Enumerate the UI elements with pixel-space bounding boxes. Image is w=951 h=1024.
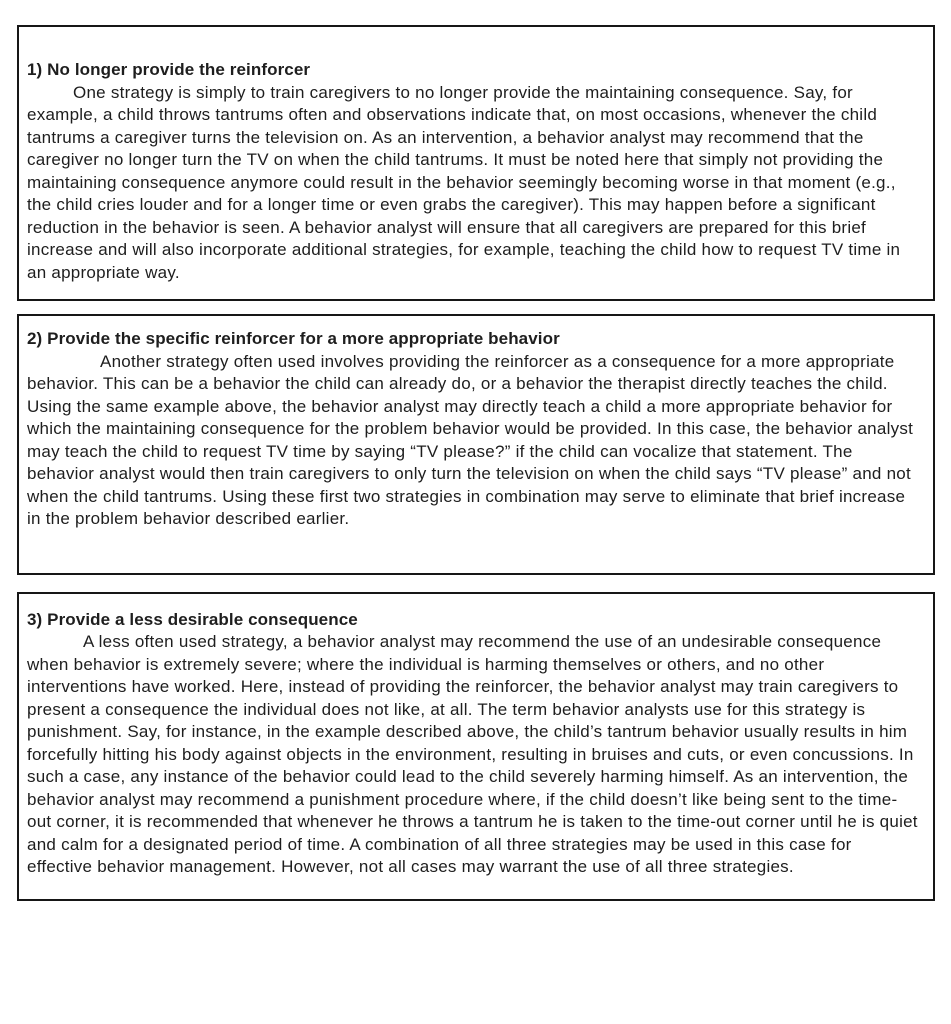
strategy-section-3-content xyxy=(19,594,933,899)
strategy-section-2-content xyxy=(19,316,933,573)
strategy-section-1-content xyxy=(19,27,933,299)
strategy-section-1 xyxy=(17,25,935,301)
strategy-section-3 xyxy=(17,592,935,901)
section-2-heading: 2) Provide the specific reinforcer for a more appropriate behavior xyxy=(27,329,560,348)
section-2-body: Another strategy often used involves providing the reinforcer as a consequence for a more appropriate behavior. This can be a behavior the child can already do, or a behavior the therapist directly teaches the child. Using the same example above, the behavior analyst may directly teach a child a more appropriate behavior for which the maintaining consequence for the problem behavior would be provided. In this case, the behavior analyst may teach the child to request TV time by saying “TV please?” if the child can vocalize that statement. The behavior analyst would then train caregivers to only turn the television on when the child says “TV please” and not when the child tantrums. Using these first two strategies in combination may serve to eliminate that brief increase in the problem behavior described earlier. xyxy=(27,351,914,528)
section-1-body: One strategy is simply to train caregivers to no longer provide the maintaining consequence. Say, for example, a child throws tantrums often and observations indicate that, on most occasions, whenever the child tantrums a caregiver turns the television on. As an intervention, a behavior analyst may recommend that the caregiver no longer turn the TV on when the child tantrums. It must be noted here that simply not providing the maintaining consequence anymore could result in the behavior seemingly becoming worse in that moment (e.g., the child cries louder and for a longer time or even grabs the caregiver). This may happen before a significant reduction in the behavior is seen. A behavior analyst will ensure that all caregivers are prepared for this brief increase and will also incorporate additional strategies, for example, teaching the child how to request TV time in an appropriate way. xyxy=(27,82,901,282)
strategy-section-2 xyxy=(17,314,935,575)
section-3-heading: 3) Provide a less desirable consequence xyxy=(27,609,358,629)
section-3-body: A less often used strategy, a behavior analyst may recommend the use of an undesirable consequence when behavior is extremely severe; where the individual is harming themselves or others, and no other interventions have worked. Here, instead of providing the reinforcer, the behavior analyst may train caregivers to present a consequence the individual does not like, at all. The term behavior analysts use for this strategy is punishment. Say, for instance, in the example described above, the child’s tantrum behavior usually results in him forcefully hitting his body against objects in the environment, resulting in bruises and cuts, or even concussions. In such a case, any instance of the behavior could lead to the child severely harming himself. As an intervention, the behavior analyst may recommend a punishment procedure where, if the child doesn’t like being sent to the time-out corner, it is recommended that whenever he throws a tantrum he is taken to the time-out corner until he is quiet and calm for a designated period of time. A combination of all three strategies may be used in this case for effective behavior management. However, not all cases may warrant the use of all three strategies. xyxy=(27,632,918,876)
section-1-heading: 1) No longer provide the reinforcer xyxy=(27,60,311,79)
